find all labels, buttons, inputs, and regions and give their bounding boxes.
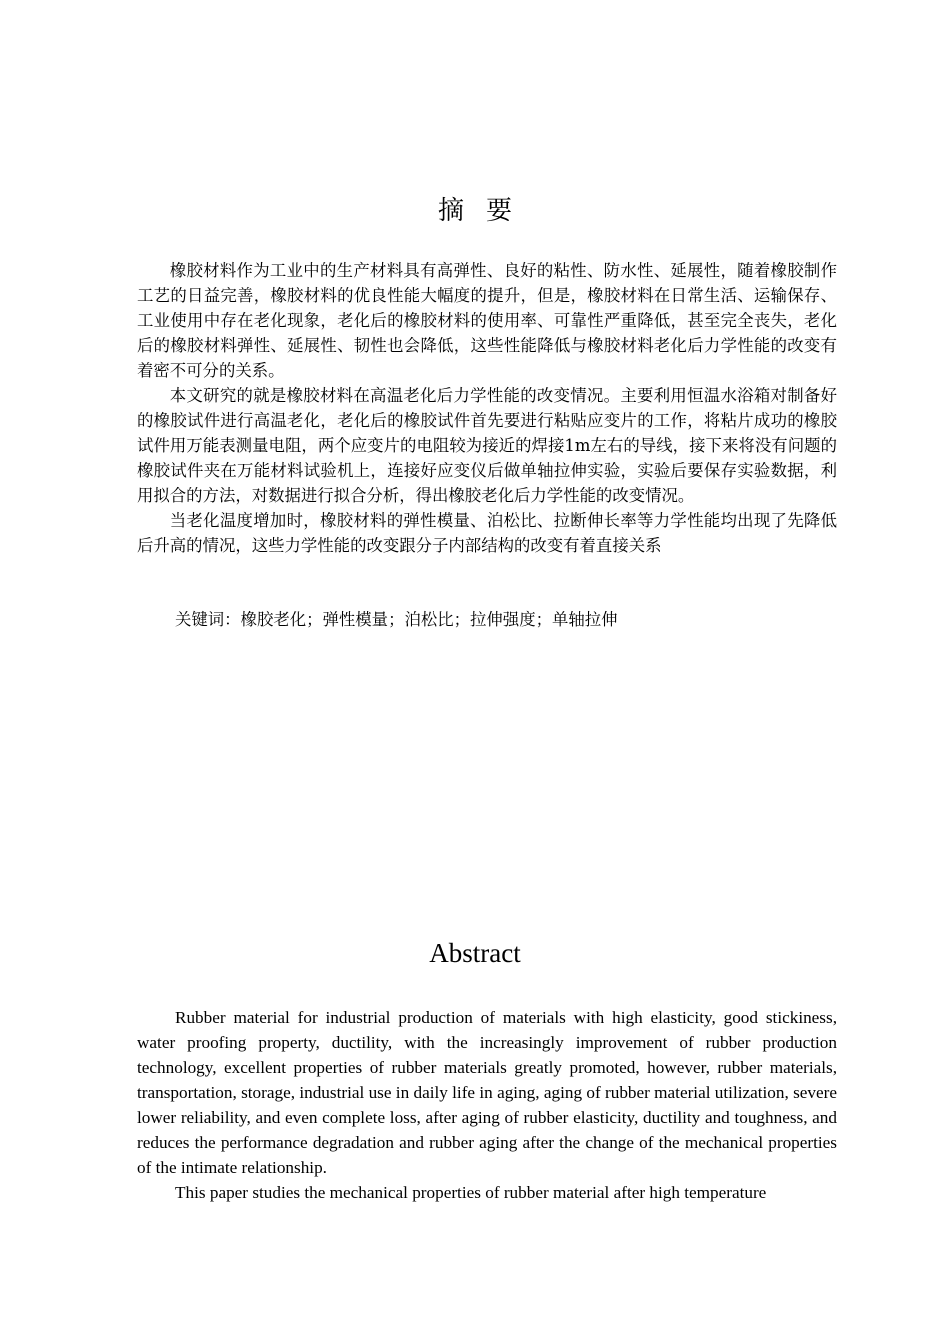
english-abstract-title: Abstract — [429, 938, 521, 968]
chinese-abstract-body — [137, 258, 837, 558]
chinese-abstract-paragraph-1: 橡胶材料作为工业中的生产材料具有高弹性、良好的粘性、防水性、延展性，随着橡胶制作工艺的日益完善，橡胶材料的优良性能大幅度的提升，但是，橡胶材料在日常生活、运输保存、工业使用中存在老化现象，老化后的橡胶材料的使用率、可靠性严重降低，甚至完全丧失，老化后的橡胶材料弹性、延展性、韧性也会降低，这些性能降低与橡胶材料老化后力学性能的改变有着密不可分的关系。 — [137, 261, 837, 380]
english-abstract-paragraph-2: This paper studies the mechanical properties of rubber material after high temperature — [175, 1183, 767, 1202]
english-abstract-paragraph-1: Rubber material for industrial production of materials with high elasticity, good stickiness, water proofing property, ductility, with the increasingly improvement of rubber production technology, excellent properties of rubber materials greatly promoted, however, rubber materials, transportation, storage, industrial use in daily life in aging, aging of rubber material utilization, severe lower reliability, and even complete loss, after aging of rubber elasticity, ductility and toughness, and reduces the performance degradation and rubber aging after the change of the mechanical properties of the intimate relationship. — [137, 1008, 837, 1177]
chinese-abstract-paragraph-2: 本文研究的就是橡胶材料在高温老化后力学性能的改变情况。主要利用恒温水浴箱对制备好的橡胶试件进行高温老化，老化后的橡胶试件首先要进行粘贴应变片的工作，将粘片成功的橡胶试件用万能表测量电阻，两个应变片的电阻较为接近的焊接1m左右的导线，接下来将没有问题的橡胶试件夹在万能材料试验机上，连接好应变仪后做单轴拉伸实验，实验后要保存实验数据，利用拟合的方法，对数据进行拟合分析，得出橡胶老化后力学性能的改变情况。 — [137, 386, 837, 505]
chinese-abstract-title: 摘要 — [437, 196, 534, 226]
chinese-keywords: 关键词：橡胶老化；弹性模量；泊松比；拉伸强度；单轴拉伸 — [175, 610, 618, 629]
chinese-abstract-paragraph-3: 当老化温度增加时，橡胶材料的弹性模量、泊松比、拉断伸长率等力学性能均出现了先降低后升高的情况，这些力学性能的改变跟分子内部结构的改变有着直接关系 — [137, 511, 837, 555]
english-abstract-body — [137, 1005, 837, 1205]
